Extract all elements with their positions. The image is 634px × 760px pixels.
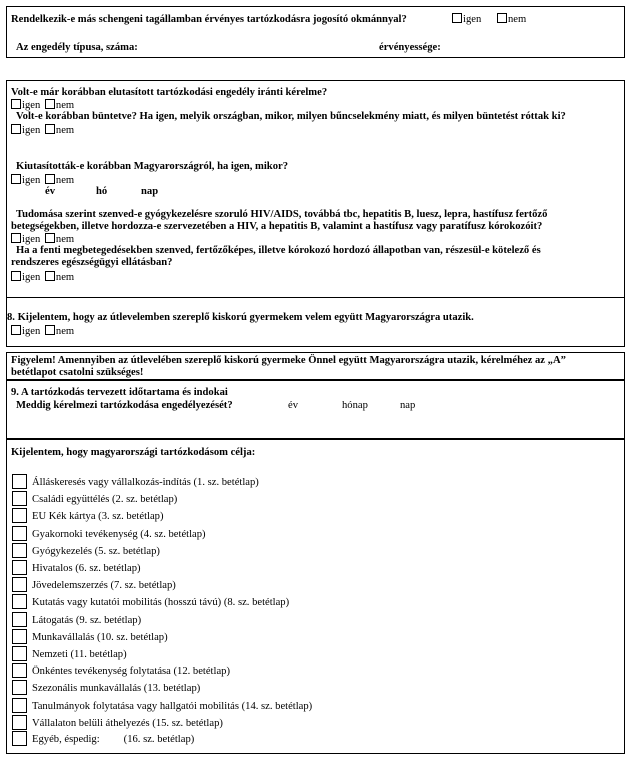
duration-title: 9. A tartózkodás tervezett időtartama és indokai xyxy=(11,387,228,398)
purpose-checkbox[interactable] xyxy=(12,577,27,592)
duration-month-label: hónap xyxy=(342,400,368,411)
duration-section xyxy=(6,380,625,439)
purpose-checkbox[interactable] xyxy=(12,680,27,695)
schengen-no-checkbox[interactable] xyxy=(497,13,507,23)
children-yes-label: igen xyxy=(22,326,41,337)
purpose-section xyxy=(6,439,625,754)
children-options xyxy=(11,325,74,338)
purpose-checkbox[interactable] xyxy=(12,491,27,506)
purpose-option-label: Gyógykezelés (5. sz. betétlap) xyxy=(32,545,160,557)
purpose-checkbox[interactable] xyxy=(12,560,27,575)
expelled-no-checkbox[interactable] xyxy=(45,174,55,184)
schengen-yes-checkbox[interactable] xyxy=(452,13,462,23)
purpose-option-other[interactable] xyxy=(12,731,194,747)
schengen-no-label: nem xyxy=(508,14,527,25)
convicted-yes-checkbox[interactable] xyxy=(11,124,21,134)
purpose-option[interactable] xyxy=(12,474,259,490)
purpose-checkbox[interactable] xyxy=(12,543,27,558)
purpose-option[interactable] xyxy=(12,680,200,696)
purpose-other-label: Egyéb, éspedig: xyxy=(32,734,100,745)
schengen-yes-label: igen xyxy=(463,14,482,25)
duration-year-label: év xyxy=(288,400,298,411)
purpose-option[interactable] xyxy=(12,560,141,576)
purpose-option[interactable] xyxy=(12,526,206,542)
purpose-checkbox[interactable] xyxy=(12,526,27,541)
expelled-year-label: év xyxy=(45,186,55,197)
purpose-option-label: Vállalaton belüli áthelyezés (15. sz. betétlap) xyxy=(32,717,223,729)
purpose-checkbox[interactable] xyxy=(12,612,27,627)
illness-no-label: nem xyxy=(55,272,75,283)
expelled-no-label: nem xyxy=(55,175,75,186)
convicted-question: Volt-e korábban büntetve? Ha igen, melyik országban, mikor, milyen bűncselekmény miatt, és milyen büntetést róttak ki? xyxy=(16,111,566,122)
purpose-checkbox[interactable] xyxy=(12,508,27,523)
disease-no-checkbox[interactable] xyxy=(45,233,55,243)
disease-yes-checkbox[interactable] xyxy=(11,233,21,243)
convicted-no-checkbox[interactable] xyxy=(45,124,55,134)
purpose-option-label: Látogatás (9. sz. betétlap) xyxy=(32,614,142,626)
validity-label: érvényessége: xyxy=(379,42,441,53)
disease-question-line1: Tudomása szerint szenved-e gyógykezelésre szoruló HIV/AIDS, továbbá tbc, hepatitis B, luesz, lepra, hastífusz fertőző xyxy=(16,209,548,220)
disease-yes-label: igen xyxy=(22,234,41,245)
convicted-yes-label: igen xyxy=(22,125,41,136)
duration-day-label: nap xyxy=(400,400,416,411)
disease-no-label: nem xyxy=(55,234,75,245)
purpose-option-label: Álláskeresés vagy vállalkozás-indítás (1. sz. betétlap) xyxy=(32,477,259,488)
schengen-question: Rendelkezik-e más schengeni tagállamban érvényes tartózkodásra jogosító okmánnyal? xyxy=(11,14,407,25)
rejected-no-label: nem xyxy=(55,100,75,111)
purpose-option-label: Hivatalos (6. sz. betétlap) xyxy=(32,563,141,574)
purpose-other-ref: (16. sz. betétlap) xyxy=(123,734,195,745)
purpose-option-label: Önkéntes tevékenység folytatása (12. betétlap) xyxy=(32,666,230,678)
schengen-no-option[interactable] xyxy=(497,13,526,26)
purpose-option[interactable] xyxy=(12,646,127,662)
purpose-option-label: Szezonális munkavállalás (13. betétlap) xyxy=(32,683,201,695)
rejected-yes-checkbox[interactable] xyxy=(11,99,21,109)
purpose-checkbox[interactable] xyxy=(12,663,27,678)
expelled-question: Kiutasították-e korábban Magyarországról, ha igen, mikor? xyxy=(16,161,288,172)
rejected-no-checkbox[interactable] xyxy=(45,99,55,109)
duration-question: Meddig kérelmezi tartózkodása engedélyezését? xyxy=(16,400,233,411)
rejected-question: Volt-e már korábban elutasított tartózkodási engedély iránti kérelme? xyxy=(11,87,328,98)
illness-question-line1: Ha a fenti megbetegedésekben szenved, fertőzőképes, illetve kórokozó hordozó állapotban van, részesül-e kötelező és xyxy=(16,245,541,256)
purpose-option[interactable] xyxy=(12,543,160,559)
expelled-day-label: nap xyxy=(141,186,159,197)
purpose-option[interactable] xyxy=(12,698,312,714)
illness-question-line2: rendszeres egészségügyi ellátásban? xyxy=(11,257,173,268)
illness-no-checkbox[interactable] xyxy=(45,271,55,281)
expelled-options xyxy=(11,174,74,187)
purpose-checkbox[interactable] xyxy=(12,698,27,713)
purpose-checkbox[interactable] xyxy=(12,715,27,730)
purpose-option[interactable] xyxy=(12,663,230,679)
purpose-checkbox[interactable] xyxy=(12,594,27,609)
purpose-option-label: Gyakornoki tevékenység (4. sz. betétlap) xyxy=(32,528,206,540)
purpose-option-label: EU Kék kártya (3. sz. betétlap) xyxy=(32,511,164,523)
convicted-no-label: nem xyxy=(55,125,75,136)
purpose-option[interactable] xyxy=(12,629,168,645)
schengen-section xyxy=(6,6,625,58)
purpose-checkbox[interactable] xyxy=(12,646,27,661)
expelled-month-label: hó xyxy=(96,186,108,197)
expelled-yes-checkbox[interactable] xyxy=(11,174,21,184)
convicted-options xyxy=(11,124,74,137)
children-section xyxy=(6,297,625,347)
purpose-option[interactable] xyxy=(12,577,176,593)
schengen-yes-option[interactable] xyxy=(452,13,481,26)
purpose-option-label: Jövedelemszerzés (7. sz. betétlap) xyxy=(32,580,176,592)
purpose-option-label: Munkavállalás (10. sz. betétlap) xyxy=(32,631,168,643)
purpose-option-label: Nemzeti (11. betétlap) xyxy=(32,649,127,660)
purpose-option-label: Kutatás vagy kutatói mobilitás (hosszú távú) (8. sz. betétlap) xyxy=(32,597,290,609)
illness-yes-checkbox[interactable] xyxy=(11,271,21,281)
rejected-yes-label: igen xyxy=(22,100,41,111)
children-statement: 8. Kijelentem, hogy az útlevelemben szereplő kiskorú gyermekem velem együtt Magyarországra utazik. xyxy=(7,312,474,323)
disease-question-line2: betegségekben, illetve hordozza-e szervezetében a HIV, a hepatitis B, valamint a hastífusz vagy paratífusz kórokozóit? xyxy=(11,221,543,232)
purpose-checkbox[interactable] xyxy=(12,474,27,489)
purpose-other-checkbox[interactable] xyxy=(12,731,27,746)
illness-options xyxy=(11,271,74,284)
notice-line1: Figyelem! Amennyiben az útlevelében szereplő kiskorú gyermeke Önnel együtt Magyarországra utazik, kérelméhez az „A” xyxy=(11,355,566,366)
expelled-yes-label: igen xyxy=(22,175,41,186)
notice-box xyxy=(6,352,625,380)
permit-type-label: Az engedély típusa, száma: xyxy=(16,42,138,53)
purpose-option-label: Családi együttélés (2. sz. betétlap) xyxy=(32,494,178,506)
purpose-option-label: Tanulmányok folytatása vagy hallgatói mobilitás (14. sz. betétlap) xyxy=(32,700,313,712)
children-yes-checkbox[interactable] xyxy=(11,325,21,335)
purpose-title: Kijelentem, hogy magyarországi tartózkodásom célja: xyxy=(11,447,256,458)
purpose-option[interactable] xyxy=(12,491,177,507)
purpose-checkbox[interactable] xyxy=(12,629,27,644)
purpose-option[interactable] xyxy=(12,594,289,610)
illness-yes-label: igen xyxy=(22,272,41,283)
children-no-label: nem xyxy=(55,326,75,337)
children-no-checkbox[interactable] xyxy=(45,325,55,335)
purpose-option[interactable] xyxy=(12,612,141,628)
purpose-option[interactable] xyxy=(12,508,164,524)
purpose-option[interactable] xyxy=(12,715,223,731)
notice-line2: betétlapot csatolni szükséges! xyxy=(11,367,144,378)
history-section xyxy=(6,80,625,298)
